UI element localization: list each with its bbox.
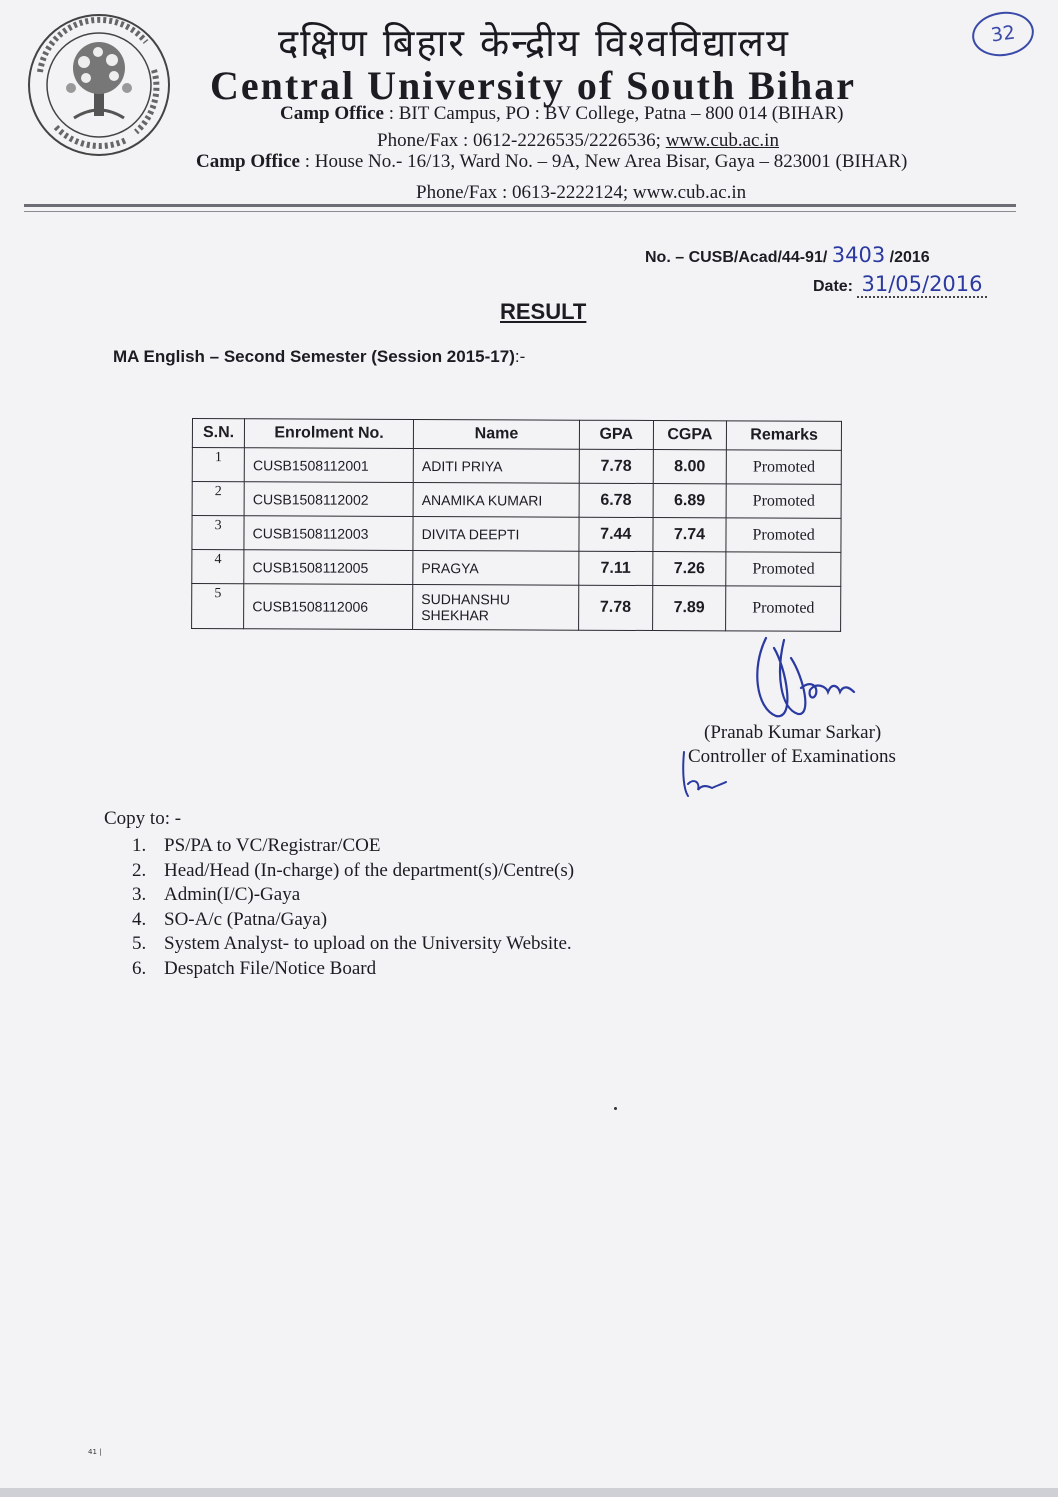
cell-enrolment: CUSB1508112003 [244,516,413,551]
list-item-text: SO-A/c (Patna/Gaya) [164,908,328,930]
cell-name: PRAGYA [413,550,579,585]
table-row [192,584,841,632]
header-enrolment: Enrolment No. [245,419,414,449]
reference-handwritten-number: 3403 [831,243,886,267]
camp-office-patna-address: Camp Office : BIT Campus, PO : BV College, Patna – 800 014 (BIHAR) [280,103,844,124]
cell-enrolment: CUSB1508112002 [244,482,413,517]
list-item [132,884,574,909]
camp-office-label: Camp Office [196,151,300,172]
cell-remarks: Promoted [726,484,841,519]
header-divider-thin [24,211,1016,212]
cell-name: ADITI PRIYA [413,448,579,483]
list-item-number: 4. [132,908,147,930]
table-row [192,550,841,587]
cell-sn: 1 [192,448,244,482]
table-row [192,482,841,519]
copy-to-label: Copy to: - [104,808,182,829]
cell-name: SUDHANSHU SHEKHAR [413,584,579,630]
university-name-hindi: दक्षिण बिहार केन्द्रीय विश्वविद्यालय [278,21,790,65]
university-name-english: Central University of South Bihar [210,63,856,108]
table-row [192,516,841,553]
list-item-number: 1. [132,835,147,856]
gaya-address-text: House No.- 16/13, Ward No. – 9A, New Area Bisar, Gaya – 823001 (BIHAR) [314,151,908,172]
cell-name: ANAMIKA KUMARI [413,482,579,517]
cell-gpa: 7.78 [579,449,653,483]
camp-office-patna-phone [377,130,779,152]
cell-remarks: Promoted [726,586,841,631]
list-item-text: System Analyst- to upload on the University Website. [164,933,572,954]
cell-sn: 3 [192,516,244,550]
cell-cgpa: 7.89 [652,586,726,631]
date-label: Date: [813,278,854,295]
table-row [192,448,841,485]
subtitle-tail: :- [514,347,526,366]
list-item [132,835,574,860]
list-item-number: 3. [132,884,147,905]
signature-image [746,628,866,723]
cell-cgpa: 7.74 [653,518,727,552]
header-gpa: GPA [579,420,653,449]
cell-sn: 4 [192,550,244,584]
patna-address-text: BIT Campus, PO : BV College, Patna – 800 014 (BIHAR) [398,103,844,124]
document-title: RESULT [500,299,587,324]
signatory-designation: Controller of Examinations [688,746,896,767]
university-logo [26,12,172,158]
cell-sn: 5 [192,584,244,629]
list-item-text: Despatch File/Notice Board [164,957,377,979]
cell-gpa: 7.44 [579,517,653,551]
list-item-text: PS/PA to VC/Registrar/COE [164,835,381,856]
table-header-row [192,419,841,451]
list-item [132,860,574,885]
cell-gpa: 7.11 [579,551,653,585]
cell-remarks: Promoted [726,518,841,553]
copy-to-list [132,835,574,982]
website-link[interactable]: www.cub.ac.in [665,130,779,151]
header-sn: S.N. [192,419,244,448]
signatory-name: (Pranab Kumar Sarkar) [704,722,882,743]
cell-cgpa: 7.26 [652,552,726,586]
list-item-text: Admin(I/C)-Gaya [164,884,301,905]
scan-speck [614,1107,617,1110]
cell-gpa: 6.78 [579,483,653,517]
camp-office-gaya-phone: Phone/Fax : 0613-2222124; www.cub.ac.in [416,182,747,203]
header-name: Name [413,419,579,449]
cell-enrolment: CUSB1508112005 [244,550,413,585]
result-table [191,418,842,632]
scan-edge-band [0,1488,1058,1497]
list-item [132,958,574,983]
list-item-text: Head/Head (In-charge) of the department(s)/Centre(s) [164,859,575,881]
reference-suffix: /2016 [889,249,930,266]
date-value: 31/05/2016 [857,272,986,298]
issue-date [813,272,987,296]
programme-subtitle-text: MA English – Second Semester (Session 2015-17) [113,347,515,366]
list-item [132,933,574,958]
list-item [132,909,574,934]
list-item-number: 5. [132,933,147,954]
footer-page-number: 41 | [88,1448,102,1456]
list-item-number: 6. [132,957,147,979]
cell-remarks: Promoted [726,552,841,587]
patna-phone-text: Phone/Fax : 0612-2226535/2226536; [377,130,661,151]
header-cgpa: CGPA [653,421,727,450]
cell-cgpa: 8.00 [653,450,727,484]
camp-office-label: Camp Office [280,103,384,124]
cell-cgpa: 6.89 [653,484,727,518]
reference-number [645,243,930,267]
cell-enrolment: CUSB1508112001 [244,448,413,483]
cell-gpa: 7.78 [578,585,652,630]
cell-name: DIVITA DEEPTI [413,516,579,551]
cell-enrolment: CUSB1508112006 [244,584,413,630]
cell-sn: 2 [192,482,244,516]
header-remarks: Remarks [727,421,842,451]
page-number-mark: 32 [969,8,1037,60]
header-divider [24,204,1016,207]
list-item-number: 2. [132,859,147,881]
cell-remarks: Promoted [727,450,842,485]
reference-prefix: No. – CUSB/Acad/44-91/ [645,249,828,266]
camp-office-gaya-address: Camp Office : House No.- 16/13, Ward No. – 9A, New Area Bisar, Gaya – 823001 (BIHAR) [196,151,908,172]
programme-subtitle [113,347,525,367]
